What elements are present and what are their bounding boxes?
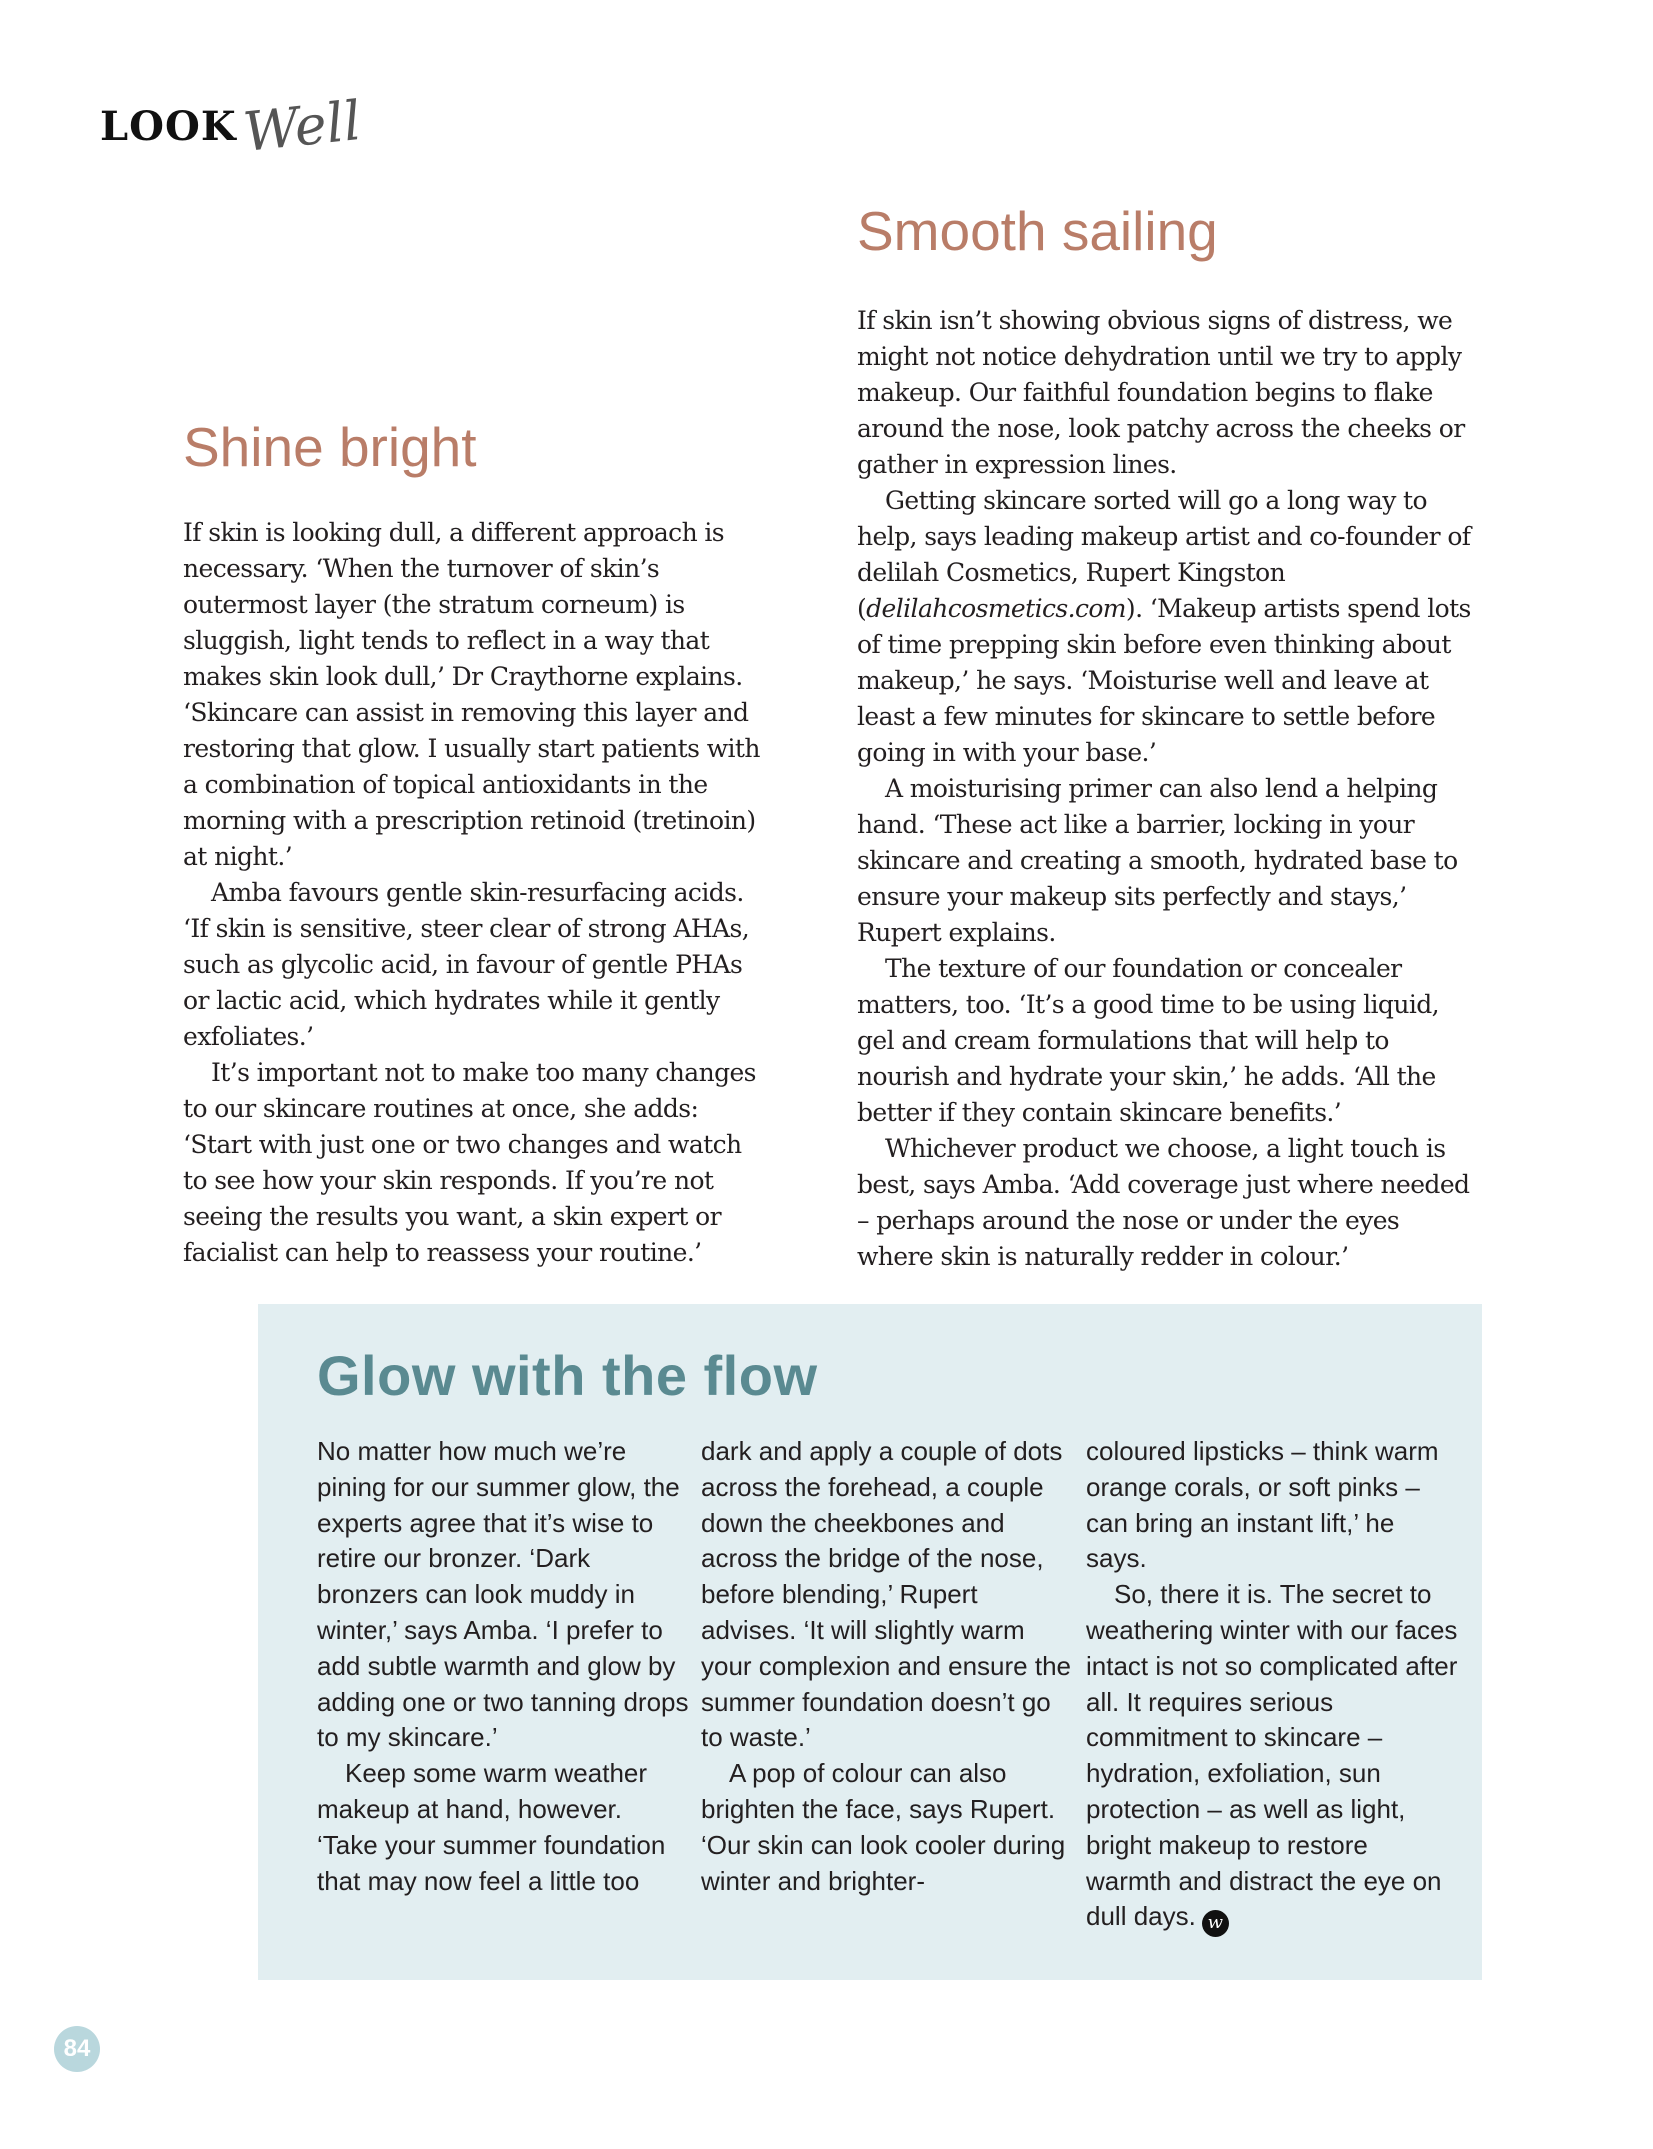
shine-bright-paragraph: It’s important not to make too many changes to our skincare routines at once, she adds: ‘Start with just one or two changes and watch to see how your skin responds. If you’re not seeing the results you want, a skin expert or facialist can help to reassess your routine.’ [183,1058,756,1267]
glow-with-the-flow-box [258,1304,1482,1980]
shine-bright-paragraph: If skin is looking dull, a different approach is necessary. ‘When the turnover of skin’s outermost layer (the stratum corneum) is sluggish, light tends to reflect in a way that makes skin look dull,’ Dr Craythorne explains. ‘Skincare can assist in removing this layer and restoring that glow. I usually start patients with a combination of topical antioxidants in the morning with a prescription retinoid (tretinoin) at night.’ [183,518,760,871]
glow-box-paragraph: No matter how much we’re pining for our summer glow, the experts agree that it’s wise to retire our bronzer. ‘Dark bronzers can look muddy in winter,’ says Amba. ‘I prefer to add subtle warmth and glow by adding one or two tanning drops to my skincare.’ [317,1436,689,1753]
paragraph-text: ). ‘Makeup artists spend lots of time prepping skin before even thinking about makeup,’ he says. ‘Moisturise well and leave at least a few minutes for skincare to settle before going in with your base.’ [857,594,1471,767]
glow-box-paragraph: coloured lipsticks – think warm orange corals, or soft pinks – can bring an instant lift,’ he says. [1086,1436,1439,1574]
glow-box-column-1 [317,1434,689,1899]
smooth-sailing-heading: Smooth sailing [857,200,1218,262]
smooth-sailing-article [857,200,1477,1275]
glow-box-column-3 [1086,1434,1458,1937]
smooth-sailing-paragraph: Whichever product we choose, a light touch is best, says Amba. ‘Add coverage just where needed – perhaps around the nose or under the eyes where skin is naturally redder in colour.’ [857,1134,1470,1271]
smooth-sailing-paragraph: The texture of our foundation or concealer matters, too. ‘It’s a good time to be using liquid, gel and cream formulations that will help to nourish and hydrate your skin,’ he adds. ‘All the better if they contain skincare benefits.’ [857,954,1439,1127]
shine-bright-paragraph: Amba favours gentle skin-resurfacing acids. ‘If skin is sensitive, steer clear of strong AHAs, such as glycolic acid, in favour of gentle PHAs or lactic acid, which hydrates while it gently exfoliates.’ [183,878,750,1051]
glow-box-column-2 [701,1434,1073,1899]
smooth-sailing-paragraph: A moisturising primer can also lend a helping hand. ‘These act like a barrier, locking in your skincare and creating a smooth, hydrated base to ensure your makeup sits perfectly and stays,’ Rupert explains. [857,774,1458,947]
paragraph-text: So, there it is. The secret to weathering winter with our faces intact is not so complicated after all. It requires serious commitment to skincare – hydration, exfoliation, sun protection – as well as light, bright makeup to restore warmth and distract the eye on dull days. [1086,1579,1458,1932]
smooth-sailing-paragraph [857,483,1477,771]
shine-bright-heading: Shine bright [183,416,477,478]
section-label [100,89,364,164]
glow-box-paragraph: A pop of colour can also brighten the face, says Rupert. ‘Our skin can look cooler during winter and brighter- [701,1758,1066,1896]
end-mark-icon: w [1202,1910,1229,1937]
glow-box-heading: Glow with the flow [317,1344,818,1407]
glow-box-paragraph: dark and apply a couple of dots across the forehead, a couple down the cheekbones and across the bridge of the nose, before blending,’ Rupert advises. ‘It will slightly warm your complexion and ensure the summer foundation doesn’t go to waste.’ [701,1436,1072,1753]
smooth-sailing-paragraph: If skin isn’t showing obvious signs of distress, we might not notice dehydration until we try to apply makeup. Our faithful foundation begins to flake around the nose, look patchy across the cheeks or gather in expression lines. [857,306,1465,479]
glow-box-paragraph [1086,1577,1458,1937]
shine-bright-article [183,416,763,1271]
paragraph-text: Getting skincare sorted will go a long way to help, says leading makeup artist and co-founder of delilah Cosmetics, Rupert Kingston ( [857,486,1471,623]
glow-box-paragraph: Keep some warm weather makeup at hand, however. ‘Take your summer foundation that may now feel a little too [317,1758,666,1896]
page-number-badge: 84 [54,2026,100,2072]
website-link-text: delilahcosmetics.com [866,594,1126,623]
section-label-script: Well [239,89,364,164]
section-label-main: LOOK [100,103,237,150]
